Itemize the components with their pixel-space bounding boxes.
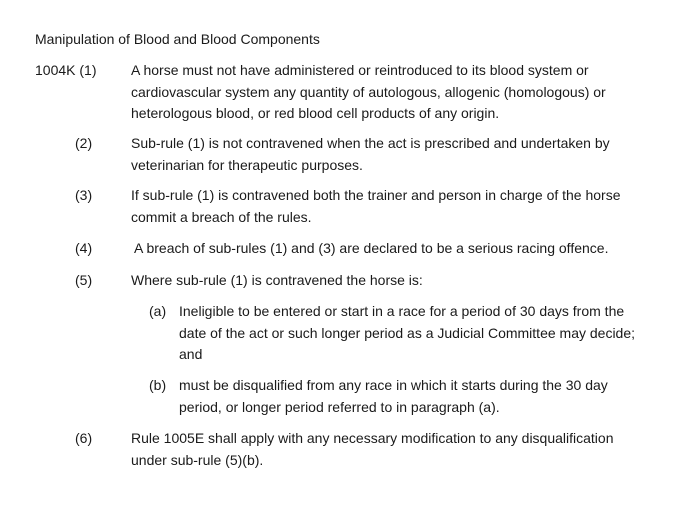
clause-2-text: Sub-rule (1) is not contravened when the act is prescribed and undertaken by veterinarian for therapeutic purposes. bbox=[131, 135, 610, 173]
clause-2-label: (2) bbox=[75, 135, 93, 151]
clause-5-text: Where sub-rule (1) is contravened the horse is: bbox=[131, 272, 423, 288]
clause-4-label: (4) bbox=[75, 240, 93, 256]
clause-3-label: (3) bbox=[75, 187, 93, 203]
subclause-a-text: Ineligible to be entered or start in a race for a period of 30 days from the date of the act or such longer period as a Judicial Committee may decide; and bbox=[179, 303, 636, 362]
clause-4-text: A breach of sub-rules (1) and (3) are declared to be a serious racing offence. bbox=[134, 240, 609, 256]
clause-6-label: (6) bbox=[75, 430, 93, 446]
clause-6-text: Rule 1005E shall apply with any necessary modification to any disqualification under sub-rule (5)(b). bbox=[131, 430, 614, 468]
clause-1-text: A horse must not have administered or reintroduced to its blood system or cardiovascular system any quantity of autologous, allogenic (homologous) or heterologous blood, or red blood cell products of any origin. bbox=[131, 62, 606, 121]
document-heading: Manipulation of Blood and Blood Components bbox=[35, 31, 320, 47]
clause-3-text: If sub-rule (1) is contravened both the trainer and person in charge of the horse commit a breach of the rules. bbox=[131, 187, 621, 225]
subclause-b-text: must be disqualified from any race in which it starts during the 30 day period, or longer period referred to in paragraph (a). bbox=[179, 377, 608, 415]
subclause-b-label: (b) bbox=[149, 377, 167, 393]
clause-5-label: (5) bbox=[75, 272, 93, 288]
subclause-a-label: (a) bbox=[149, 303, 167, 319]
rule-number: 1004K (1) bbox=[35, 62, 97, 78]
